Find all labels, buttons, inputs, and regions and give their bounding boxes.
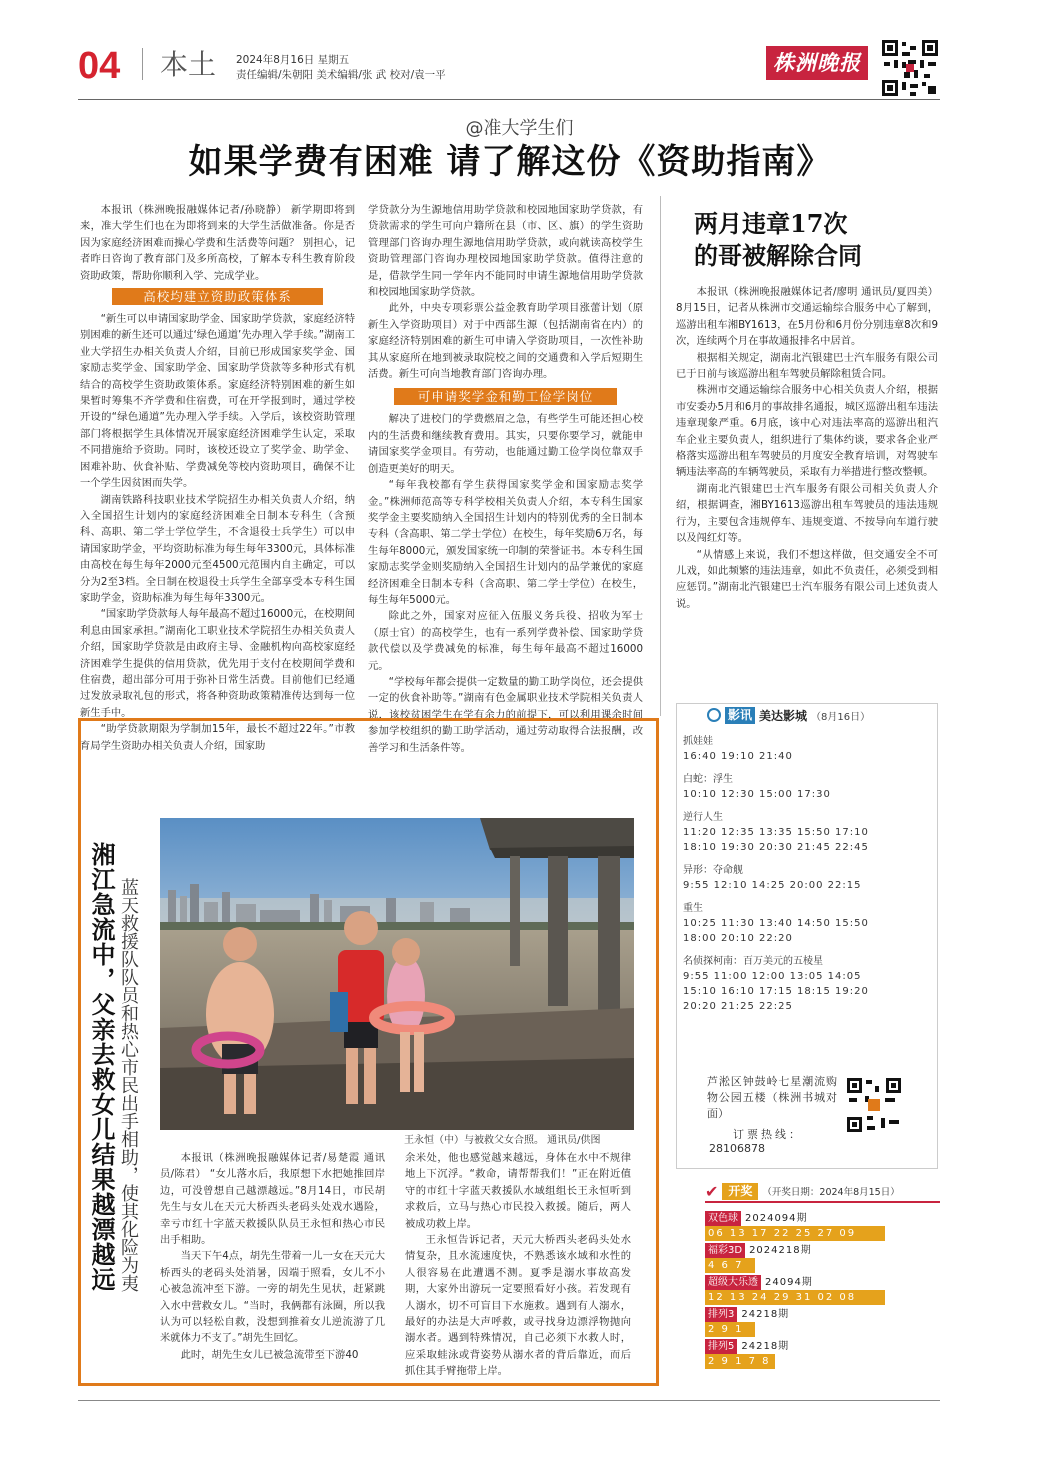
page-number: 04 — [78, 45, 121, 87]
film-showtimes: 20:20 21:25 22:25 — [683, 1001, 793, 1012]
lottery-name: 超级大乐透 — [705, 1275, 761, 1290]
lottery-numbers: 2 9 1 — [705, 1322, 755, 1337]
film-list — [683, 734, 931, 1014]
rescue-title: 湘江急流中，父亲去救女儿结果越漂越远 — [87, 842, 116, 1292]
film-title: 重生 — [683, 903, 703, 914]
lottery-period: 2024218期 — [749, 1245, 812, 1256]
lottery-name: 福彩3D — [705, 1243, 745, 1258]
cinema-date: （8月16日） — [811, 711, 871, 723]
lottery-header — [705, 1181, 940, 1203]
check-icon: ✔ — [705, 1181, 719, 1201]
qr-code-header — [880, 38, 940, 98]
lottery-draw — [705, 1307, 940, 1322]
paragraph: 解决了进校门的学费燃眉之急，有些学生可能还担心校内的生活费和继续教育费用。其实，只要你要学习，就能申请国家奖学金项目。有劳动，也能通过勤工俭学岗位靠双手创造更美好的明天。 — [368, 413, 643, 475]
subhead-policy-system: 高校均建立资助政策体系 — [112, 288, 323, 305]
film-showtimes: 15:10 16:10 17:15 18:15 19:20 — [683, 986, 869, 997]
film-title: 白蛇：浮生 — [683, 774, 733, 785]
lottery-period: 24094期 — [765, 1277, 813, 1288]
film-title: 名侦探柯南：百万美元的五棱星 — [683, 956, 823, 967]
paragraph: 余米处，他也感觉越来越远，身体在水中不规律地上下沉浮。“救命，请帮帮我们！”正在附近值守的市红十字蓝天救援队水域组组长王永恒听到求救后，立马与热心市民投入救援。随后，两人被成功救上岸。 — [405, 1152, 631, 1230]
kicker: @准大学生们 — [465, 118, 574, 139]
newspaper-logo: 株洲晚报 — [766, 46, 868, 80]
paragraph: “从情感上来说，我们不想这样做，但交通安全不可儿戏，如此频繁的违法违章，如此不负责任，必须受到相应惩罚。”湖南北汽银建巴士汽车服务有限公司上述负责人说。 — [676, 548, 938, 610]
lottery-period: 2024094期 — [745, 1213, 808, 1224]
paragraph: 除此之外，国家对应征入伍服义务兵役、招收为军士（原士官）的高校学生，也有一系列学费补偿、国家助学贷款代偿以及学费减免的标准，每生每年最高不超过16000元。 — [368, 610, 643, 672]
lottery-period: 24218期 — [741, 1309, 790, 1320]
lottery-name: 双色球 — [705, 1211, 741, 1226]
lottery-name: 排列3 — [705, 1307, 737, 1322]
cinema-phone: 28106878 — [709, 1142, 765, 1155]
cinema-name: 美达影城 — [759, 708, 808, 723]
paragraph: 株洲市交通运输综合服务中心相关负责人介绍，根据市安委办5月和6月的事故排名通报，城区巡游出租车违法违章现象严重。6月底，该中心对违法率高的巡游出租汽车企业主要负责人，组织进行了集体约谈，要求各企业严格落实巡游出租车驾驶员的月度安全教育培训，对驾驶车辆违法率高的车辆驾驶员，采取有力举措进行整改整顿。 — [676, 384, 938, 479]
subhead-scholarship: 可申请奖学金和勤工俭学岗位 — [394, 388, 617, 405]
lottery-numbers: 4 6 7 — [705, 1258, 755, 1273]
paragraph: “每年我校都有学生获得国家奖学金和国家励志奖学金。”株洲师范高等专科学校相关负责人介绍，本专科生国家奖学金主要奖励纳入全国招生计划内的特别优秀的全日制本专科（含高职、第二学士学位）在校生，每年奖励6万名，每生每年8000元，颁发国家统一印制的荣誉证书。本专科生国家励志奖学金则奖励纳入全国招生计划内的品学兼优的家庭经济困难全日制本专科（含高职、第二学士学位）在校生，每生每年5000元。 — [368, 479, 643, 606]
film-showtimes: 11:20 12:35 13:35 15:50 17:10 — [683, 827, 869, 838]
film-showtimes: 9:55 11:00 12:00 13:05 14:05 — [683, 971, 862, 982]
film-showtimes: 9:55 12:10 14:25 20:00 22:15 — [683, 880, 862, 891]
side-headline-1: 两月违章17次 — [694, 209, 848, 238]
header-divider — [142, 48, 143, 80]
film-title: 异形：夺命舰 — [683, 865, 743, 876]
lottery-numbers: 06 13 17 22 25 27 09 — [705, 1226, 885, 1241]
paragraph: “新生可以申请国家助学金、国家助学贷款，家庭经济特别困难的新生还可以通过‘绿色通道’先办理入学手续。”湖南工业大学招生办相关负责人介绍，目前已形成国家奖学金、国家励志奖学金、国家助学金、国家助学贷款等多种形式有机结合的高校学生资助政策体系。家庭经济特别困难的新生如果暂时筹集不齐学费和住宿费，可在开学报到时，通过学校开设的“绿色通道”先办理入学手续。入学后，该校资助管理部门将根据学生具体情况开展家庭经济困难学生认定，采取不同措施给予资助。同时，该校还设立了奖学金、助学金、困难补助、伙食补贴、学费减免等校内资助项目，确保不让一个学生因贫困而失学。 — [80, 313, 355, 490]
lottery-list — [705, 1211, 940, 1369]
film-showtimes: 10:25 11:30 13:40 14:50 15:50 — [683, 918, 869, 929]
lottery-numbers: 2 9 1 7 8 — [705, 1354, 775, 1369]
lottery-draw — [705, 1339, 940, 1354]
lottery-name: 排列5 — [705, 1339, 737, 1354]
paragraph: 本报讯（株洲晚报融媒体记者/廖明 通讯员/夏四美） 8月15日，记者从株洲市交通运输综合服务中心了解到，巡游出租车湘BY1613，在5月份和6月份分别违章8次和9次，连续两个月在事故通报排名中居首。 — [676, 286, 938, 348]
cinema-box — [676, 703, 938, 1169]
paragraph: 湖南铁路科技职业技术学院招生办相关负责人介绍，纳入全国招生计划内的家庭经济困难全日制本专科生（含预科、高职、第二学士学位学生，不含退役士兵学生）可以申请国家助学金，平均资助标准为每生每年3300元，具体标准由高校在每生每年2000元至4500元范围内自主确定，可以分为2至3档。全日制在校退役士兵学生全部享受本专科生国家助学金，资助标准为每生每年3300元。 — [80, 493, 355, 604]
header-rule — [78, 99, 940, 100]
film-showtimes: 18:00 20:10 22:20 — [683, 933, 793, 944]
paragraph: “国家助学贷款每人每年最高不超过16000元，在校期间利息由国家承担。”湖南化工职业技术学院招生办相关负责人介绍，国家助学贷款是由政府主导、金融机构向高校家庭经济困难学生提供的信用贷款，优先用于支付在校期间学费和住宿费，超出部分可用于弥补日常生活费。目前他们已经通过发放录取礼包的形式，将各种资助政策精准传达到每一位新生手中。 — [80, 608, 355, 719]
lottery-date: （开奖日期：2024年8月15日） — [762, 1187, 900, 1198]
paragraph: 此外，中央专项彩票公益金教育助学项目涨蕾计划（原新生入学资助项目）对于中西部生源（包括湖南省在内）的家庭经济特别困难的新生可申请入学资助项目，一次性补助其从家庭所在地到被录取院校之间的交通费和入学后短期生活费。新生可向当地教育部门咨询办理。 — [368, 302, 643, 381]
lottery-period: 24218期 — [741, 1341, 790, 1352]
lottery-numbers: 12 13 24 29 31 02 08 — [705, 1290, 885, 1305]
cinema-address: 芦淞区钟鼓岭七星潮流购物公园五楼（株洲书城对面） — [707, 1075, 837, 1120]
main-col-2 — [368, 202, 643, 756]
main-col-1 — [80, 202, 355, 754]
footer-rule — [78, 1400, 940, 1401]
paragraph: 根据相关规定，湖南北汽银建巴士汽车服务有限公司已于日前与该巡游出租车驾驶员解除租赁合同。 — [676, 351, 938, 381]
side-headline-2: 的哥被解除合同 — [694, 241, 862, 270]
photo-caption: 王永恒（中）与被救父女合照。 通讯员/供图 — [404, 1135, 601, 1146]
film-title: 抓娃娃 — [683, 736, 713, 747]
lead-paragraph: 本报讯（株洲晚报融媒体记者/孙晓静） 新学期即将到来，准大学生们也在为即将到来的大学生活做准备。你是否因为家庭经济困难而操心学费和生活费等问题？ 别担心，记者昨日咨询了教育部门及多所高校，了解本专科生教育阶段资助政策，帮助你顺利入学、完成学业。 — [80, 204, 355, 282]
cinema-header — [707, 704, 870, 726]
rescue-col-2 — [405, 1150, 631, 1380]
cinema-badge: 影讯 — [725, 707, 755, 724]
issue-date: 2024年8月16日 星期五 — [236, 54, 350, 66]
lottery-box — [705, 1181, 940, 1381]
qr-code-cinema — [845, 1076, 903, 1134]
paragraph: 本报讯（株洲晚报融媒体记者/易楚霞 通讯员/陈君） “女儿落水后，我原想下水把她推回岸边，可没曾想自己越漂越远。”8月14日，市民胡先生与女儿在天元大桥西头老码头处戏水遇险，幸亏市红十字蓝天救援队队员王永恒和热心市民出手相助。 — [160, 1152, 385, 1247]
rescue-col-1 — [160, 1150, 385, 1363]
lottery-title: 开奖 — [722, 1183, 758, 1200]
main-headline: 如果学费有困难 请了解这份《资助指南》 — [188, 142, 832, 182]
film-title: 逆行人生 — [683, 812, 723, 823]
rescue-subtitle: 蓝天救援队队员和热心市民出手相助，使其化险为夷 — [118, 878, 139, 1292]
side-story-body — [676, 284, 938, 612]
paragraph: 王永恒告诉记者，天元大桥西头老码头处水情复杂，且水流速度快，不熟悉该水域和水性的人很容易在此遭遇不测。夏季是溺水事故高发期，大家外出游玩一定要照看好小孩。若发现有人溺水，切不可盲目下水施救。遇到有人溺水，最好的办法是大声呼救，或寻找身边漂浮物抛向溺水者。遇到特殊情况，自己必须下水救人时，应采取蛙泳或背姿势从溺水者的背后靠近，而后抓住其手臂拖带上岸。 — [405, 1234, 631, 1378]
paragraph: 此时，胡先生女儿已被急流带至下游40 — [180, 1348, 359, 1361]
side-column-rule — [660, 196, 661, 716]
film-showtimes: 10:10 12:30 15:00 17:30 — [683, 789, 831, 800]
editor-credits: 责任编辑/朱朝阳 美术编辑/张 武 校对/袁一平 — [236, 69, 446, 81]
paragraph: 学贷款分为生源地信用助学贷款和校园地国家助学贷款，有贷款需求的学生可向户籍所在县（市、区、旗）的学生资助管理部门咨询办理生源地信用助学贷款，或向就读高校学生资助管理部门咨询办理校园地国家助学贷款。值得注意的是，借款学生同一学年内不能同时申请生源地信用助学贷款和校园地国家助学贷款。 — [368, 204, 643, 299]
paragraph: 湖南北汽银建巴士汽车服务有限公司相关负责人介绍，根据调查，湘BY1613巡游出租车驾驶员的违法违规行为，主要包含违规停车、违规变道、不按导向车道行驶以及闯红灯等。 — [676, 482, 938, 545]
paragraph: “助学贷款期限为学制加15年，最长不超过22年。”市教育局学生资助办相关负责人介绍，国家助 — [80, 723, 355, 752]
section-name: 本土 — [160, 48, 217, 81]
rescue-photo — [160, 818, 634, 1130]
lottery-draw — [705, 1211, 940, 1226]
lottery-draw — [705, 1243, 940, 1258]
paragraph: “学校每年都会提供一定数量的勤工助学岗位，还会提供一定的伙食补助等。”湖南有色金属职业技术学院相关负责人说，该校贫困学生在学有余力的前提下，可以利用课余时间参加学校组织的勤工助学活动，通过劳动取得合法报酬，改善学习和生活条件等。 — [368, 675, 643, 754]
film-showtimes: 18:10 19:30 20:30 21:45 22:45 — [683, 842, 869, 853]
paragraph: 当天下午4点，胡先生带着一儿一女在天元大桥西头的老码头处消暑，因端于照看，女儿不小心被急流冲至下游。一旁的胡先生见状，赶紧跳入水中营救女儿。“当时，我俩都有泳圈，所以我认为可以轻松自救，没想到推着女儿逆流游了几米就体力不支了。”胡先生回忆。 — [160, 1250, 385, 1345]
film-showtimes: 16:40 19:10 21:40 — [683, 751, 793, 762]
cinema-phone-label: 订票热线： — [733, 1128, 803, 1141]
film-icon — [707, 708, 721, 722]
lottery-draw — [705, 1275, 940, 1290]
